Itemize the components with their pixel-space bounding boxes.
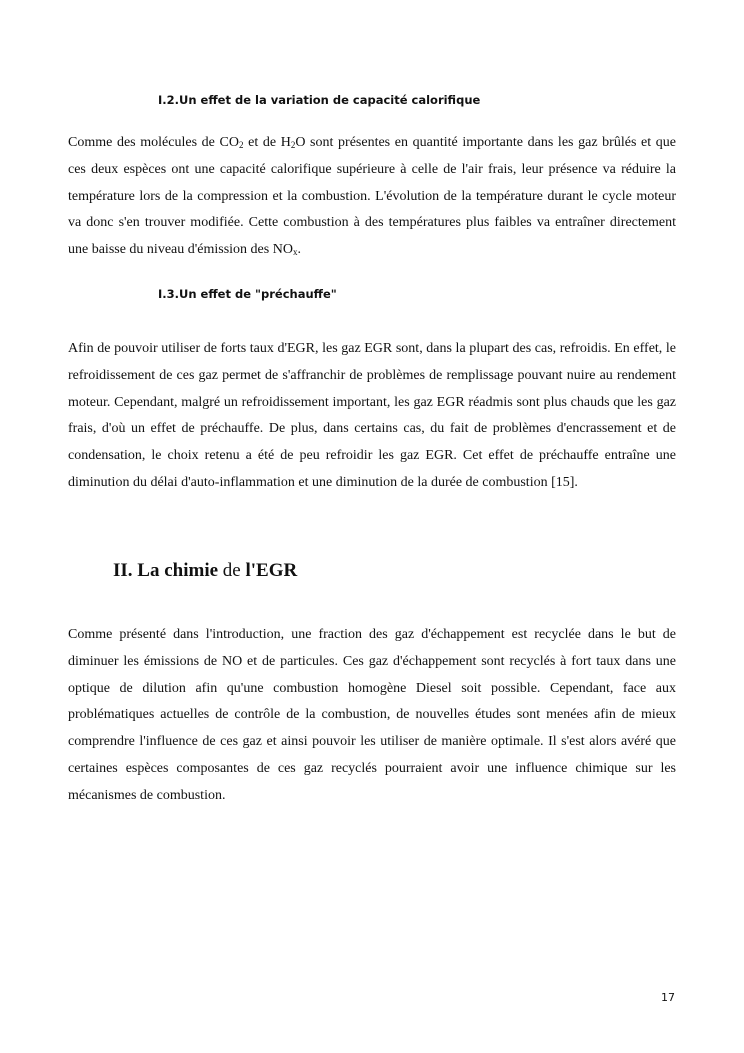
paragraph-preheating: Afin de pouvoir utiliser de forts taux d'EGR, les gaz EGR sont, dans la plupart des cas, refroidis. En effet, le refroidissement de ces gaz permet de s'affranchir de problèmes de remplissage pouvant nuire au rendement moteur. Cependant, malgré un refroidissement important, les gaz EGR réadmis sont plus chauds que les gaz frais, d'où un effet de préchauffe. De plus, dans certains cas, du fait de problèmes d'encrassement et de condensation, le choix retenu a été de peu refroidir les gaz EGR. Cet effet de préchauffe entraîne une diminution du délai d'auto-inflammation et une diminution de la durée de combustion [15]. <box>68 341 676 490</box>
paragraph-text: O sont présentes en quantité importante dans les gaz brûlés et que ces deux espèces ont une capacité calorifique supérieure à celle de l'air frais, leur présence va réduire la température lors de la compression et la combustion. L'évolution de la température durant le cycle moteur va donc s'en trouver modifiée. Cette combustion à des températures plus faibles va entraîner directement une baisse du niveau d'émission des NO <box>68 135 676 258</box>
paragraph-egr-chemistry: Comme présenté dans l'introduction, une fraction des gaz d'échappement est recyclée dans le but de diminuer les émissions de NO et de particules. Ces gaz d'échappement sont recyclés à fort taux dans une optique de dilution afin qu'une combustion homogène Diesel soit possible. Cependant, face aux problématiques actuelles de contrôle de la combustion, de nouvelles études sont menées afin de mieux comprendre l'influence de ces gaz et ainsi pouvoir les utiliser de manière optimale. Il s'est alors avéré que certaines espèces composantes de ces gaz recyclés pourraient avoir une influence chimique sur les mécanismes de combustion. <box>68 627 676 803</box>
section-heading-2 <box>113 560 297 582</box>
subscript: 2 <box>238 140 244 150</box>
subscript: x <box>292 247 298 258</box>
page-number: 17 <box>661 991 675 1004</box>
heading-text: de <box>222 560 241 581</box>
paragraph-heat-capacity <box>68 130 676 264</box>
heading-text: l'EGR <box>240 560 298 581</box>
section-heading-1-3: I.3.Un effet de "préchauffe" <box>158 287 337 301</box>
heading-text: II. La chimie <box>113 560 223 581</box>
subscript: 2 <box>290 140 296 150</box>
paragraph-text: Comme des molécules de CO <box>68 135 239 150</box>
paragraph-text: et de H <box>243 135 291 150</box>
section-heading-1-2: I.2.Un effet de la variation de capacité calorifique <box>158 93 481 107</box>
paragraph-text: . <box>297 242 301 258</box>
